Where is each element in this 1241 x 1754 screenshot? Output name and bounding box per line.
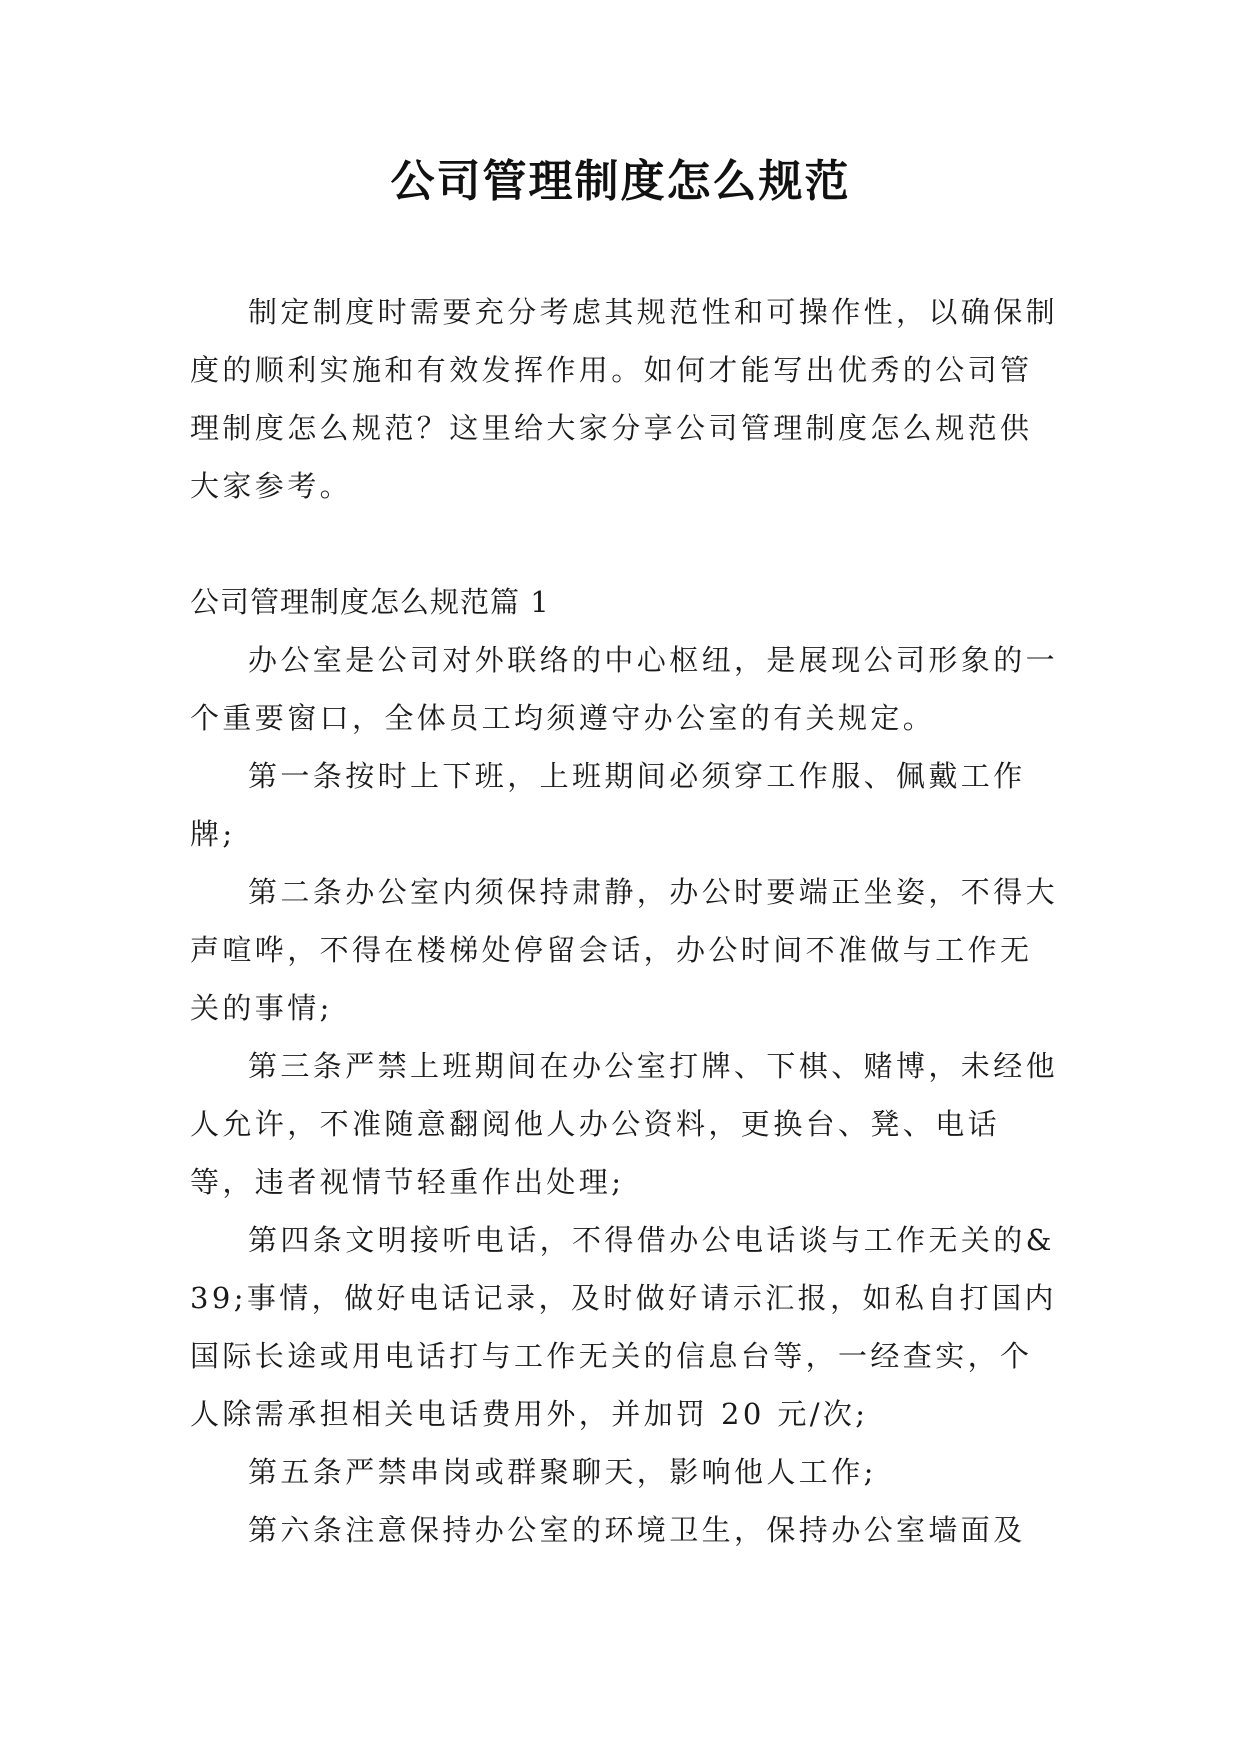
- body-paragraph: 第六条注意保持办公室的环境卫生，保持办公室墙面及: [248, 1513, 1026, 1547]
- body-paragraph: 办公室是公司对外联络的中心枢纽，是展现公司形象的一个重要窗口，全体员工均须遵守办公室的有关规定。: [190, 643, 1059, 735]
- body-paragraph: 第二条办公室内须保持肃静，办公时要端正坐姿，不得大声喧哗，不得在楼梯处停留会话，办公时间不准做与工作无关的事情;: [190, 875, 1059, 1025]
- body-paragraph: 第四条文明接听电话，不得借办公电话谈与工作无关的&39;事情，做好电话记录，及时做好请示汇报，如私自打国内国际长途或用电话打与工作无关的信息台等，一经查实，个人除需承担相关电话费用外，并加罚 20 元/次;: [190, 1223, 1057, 1431]
- document-body: [190, 283, 1060, 1559]
- body-paragraph: 第五条严禁串岗或群聚聊天，影响他人工作;: [248, 1455, 877, 1489]
- intro-paragraph: 制定制度时需要充分考虑其规范性和可操作性，以确保制度的顺利实施和有效发挥作用。如何才能写出优秀的公司管理制度怎么规范？这里给大家分享公司管理制度怎么规范供大家参考。: [190, 295, 1059, 503]
- body-paragraph: 第三条严禁上班期间在办公室打牌、下棋、赌博，未经他人允许，不准随意翻阅他人办公资料，更换台、凳、电话等，违者视情节轻重作出处理;: [190, 1049, 1059, 1199]
- paragraph-gap: [190, 515, 1060, 573]
- body-paragraph: 第一条按时上下班，上班期间必须穿工作服、佩戴工作牌;: [190, 759, 1026, 851]
- document-title: 公司管理制度怎么规范: [390, 156, 851, 207]
- section-heading: 公司管理制度怎么规范篇 1: [190, 585, 550, 619]
